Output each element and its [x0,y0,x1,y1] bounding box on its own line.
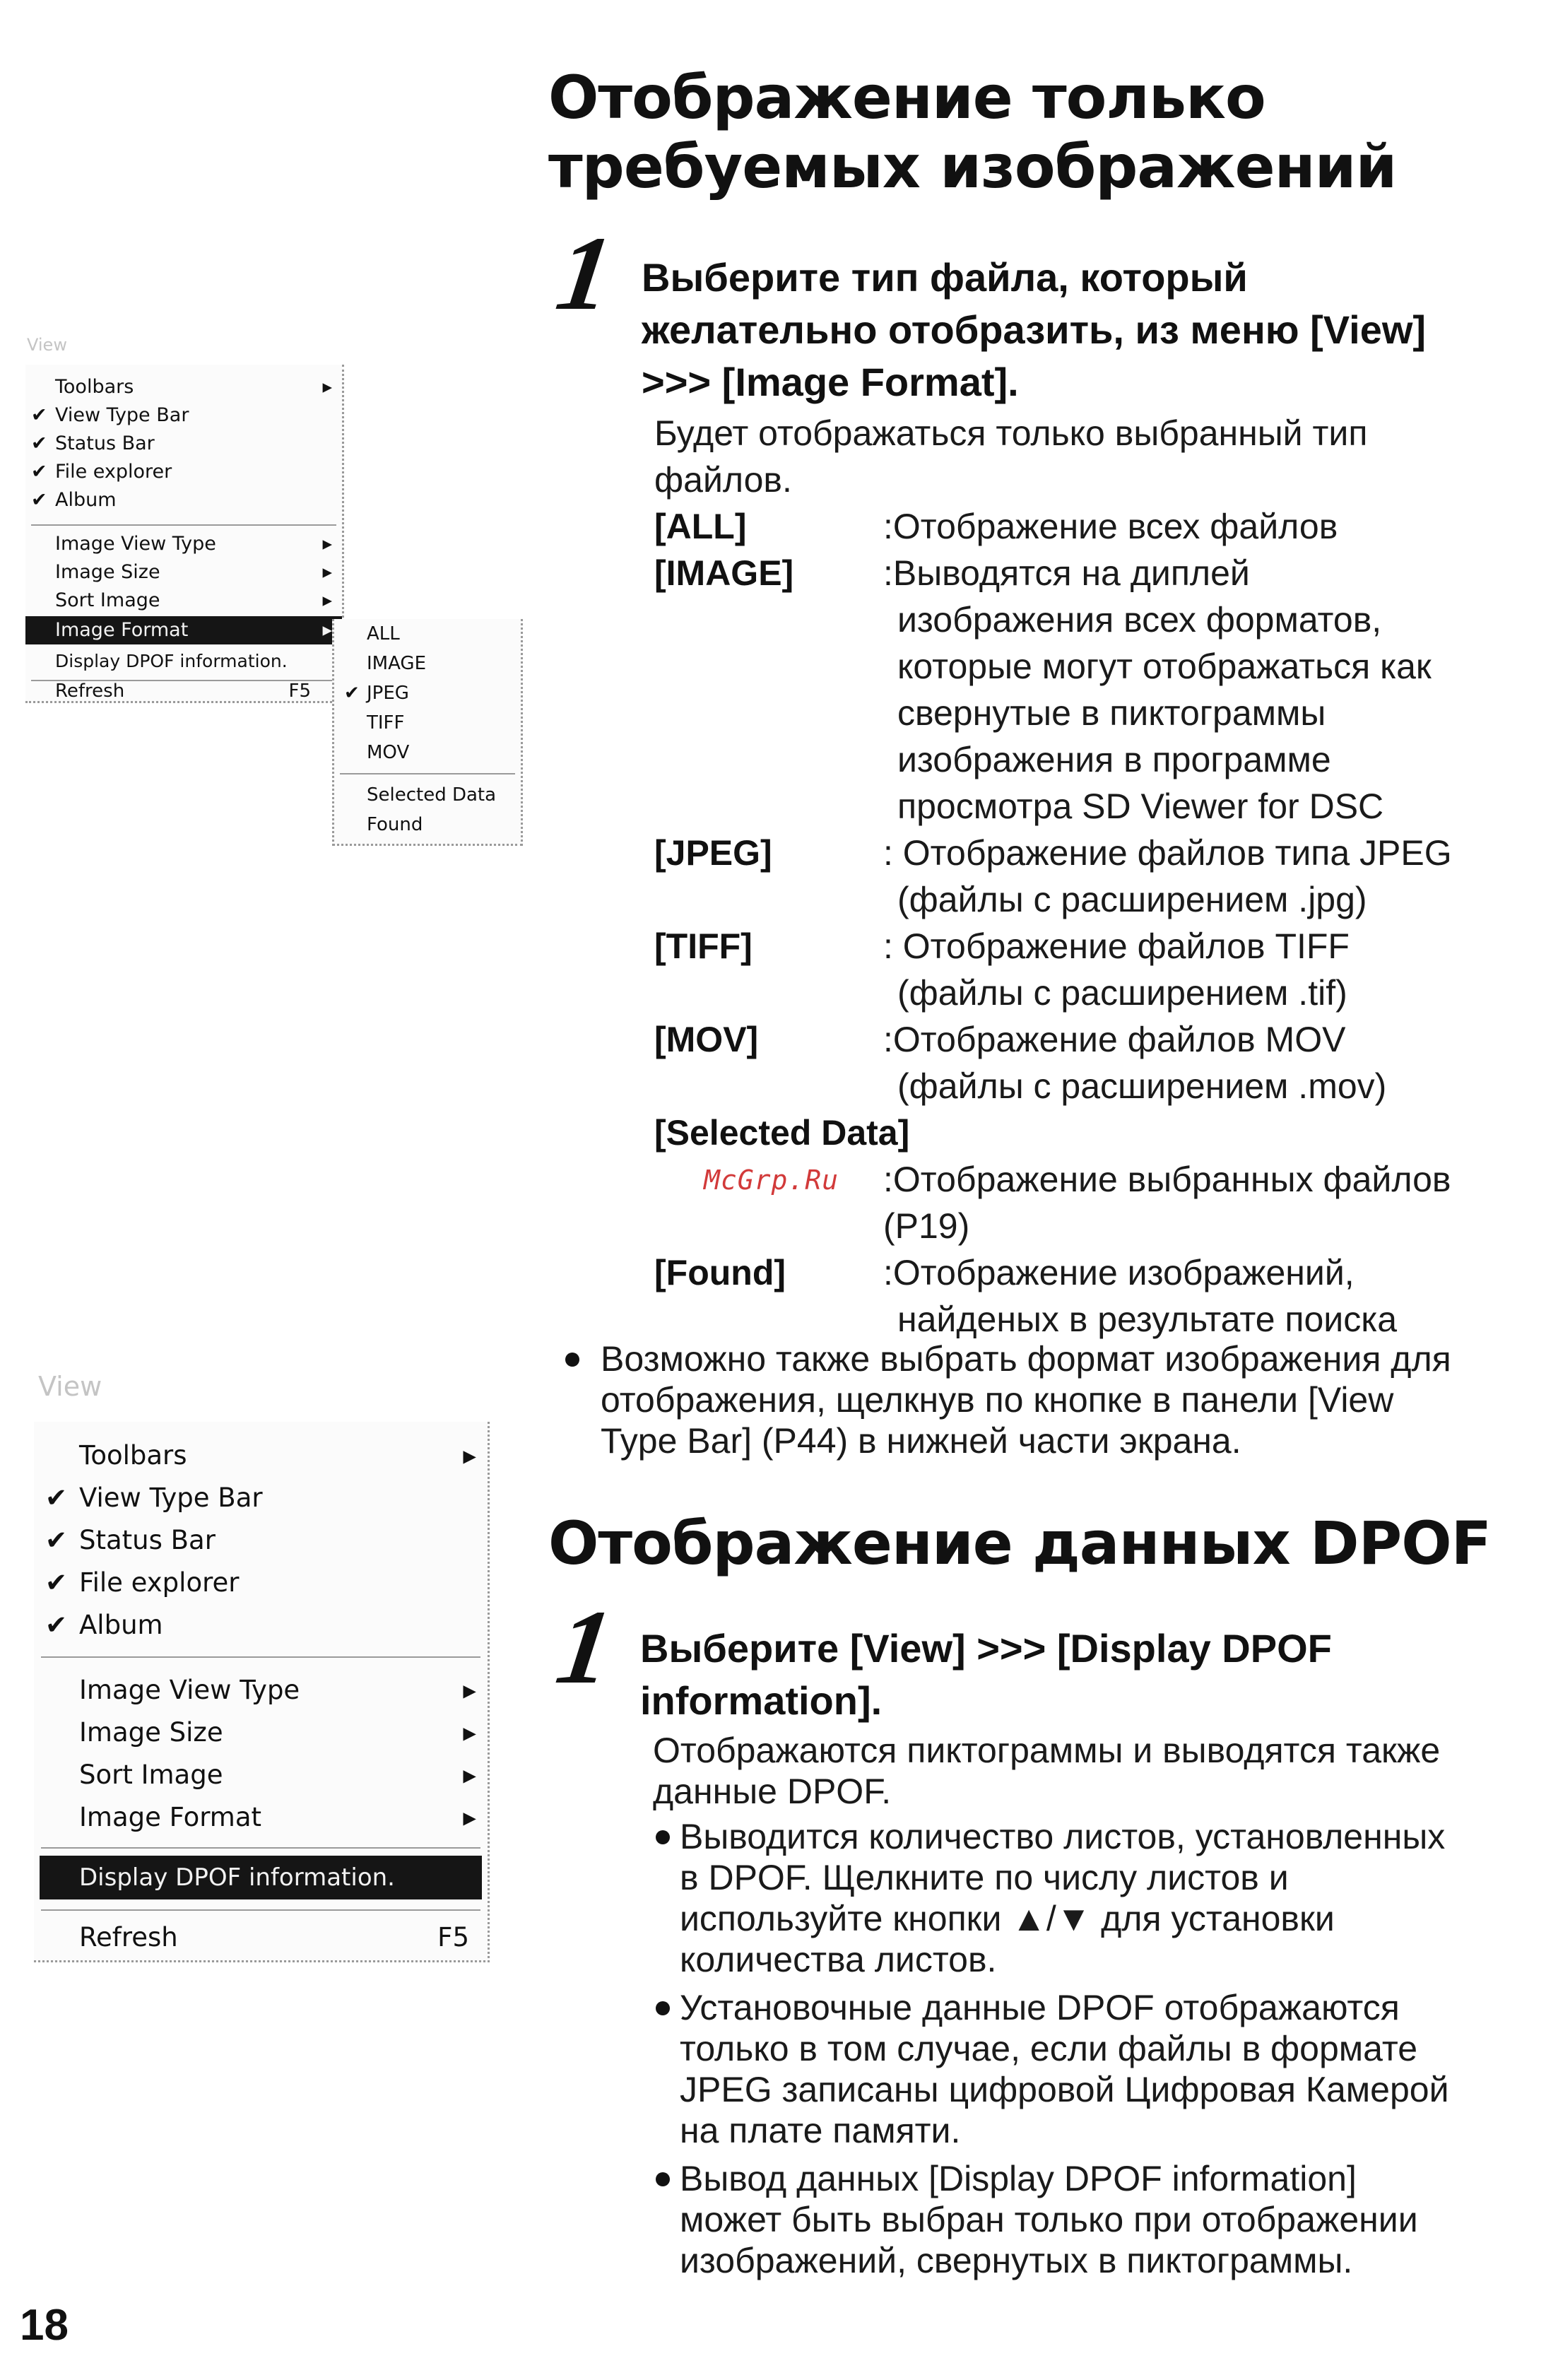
def-image-line3: которые могут отображаться как [897,647,1432,686]
section2-step-number: 1 [550,1589,620,1706]
checkmark-icon: ✔ [45,1525,68,1555]
page-number: 18 [20,2301,69,2350]
dpof-bullet1-line2: в DPOF. Щелкните по числу листов и [680,1858,1289,1897]
menu-item-file-explorer[interactable]: ✔ File explorer [34,1562,488,1604]
menu-item-album[interactable]: ✔ Album [34,1604,488,1646]
def-selected-tag: [Selected Data] [654,1113,910,1153]
section1-step-line1: Выберите тип файла, который [642,255,1248,300]
checkmark-icon: ✔ [45,1483,68,1513]
section1-step-line2: желательно отобразить, из меню [View] [642,307,1427,352]
submenu-item-selected-data[interactable]: Selected Data [367,784,497,806]
menu-separator [41,1909,480,1911]
view-menu-large [34,1422,490,1962]
view-menu-small [25,365,344,703]
section1-note-line1: Возможно также выбрать формат изображения для [601,1339,1451,1379]
def-found-line1: :Отображение изображений, [883,1253,1355,1292]
menu-item-status-bar[interactable]: ✔ Status Bar [25,430,342,458]
submenu-item-found[interactable]: Found [367,814,423,835]
chevron-right-icon: ▸ [463,1802,476,1832]
def-all-tag: [ALL] [654,507,747,546]
section2-intro-line2: данные DPOF. [653,1772,892,1811]
menu-separator [31,524,336,526]
dpof-bullet2-line1: Установочные данные DPOF отображаются [680,1988,1400,2027]
checkmark-icon: ✔ [31,489,47,511]
menu-item-toolbars[interactable]: Toolbars ▸ [25,373,342,401]
dpof-bullet3-line3: изображений, свернутых в пиктограммы. [680,2241,1353,2280]
chevron-right-icon: ▸ [463,1675,476,1705]
section1-note-line3: Type Bar] (P44) в нижней части экрана. [601,1421,1241,1461]
menu-large-title: View [38,1371,102,1402]
menu-item-file-explorer[interactable]: ✔ File explorer [25,458,342,486]
menu-item-image-size[interactable]: Image Size ▸ [34,1712,488,1754]
section1-title-line1: Отображение только [548,63,1265,132]
checkmark-icon: ✔ [31,461,47,483]
checkmark-icon: ✔ [45,1610,68,1640]
section2-title: Отображение данных DPOF [548,1509,1492,1578]
menu-item-status-bar[interactable]: ✔ Status Bar [34,1519,488,1562]
dpof-bullet1-line4: количества листов. [680,1940,997,1979]
menu-item-image-format[interactable]: Image Format ▸ [34,1796,488,1839]
submenu-item-all[interactable]: ALL [367,623,400,644]
def-tiff-line1: : Отображение файлов TIFF [883,926,1350,966]
menu-small-title: View [27,335,67,355]
bullet-icon [656,1830,670,1844]
section1-title-line2: требуемых изображений [548,132,1397,201]
section1-intro-line2: файлов. [654,460,792,500]
section2-intro-line1: Отображаются пиктограммы и выводятся также [653,1731,1441,1770]
def-jpeg-tag: [JPEG] [654,833,772,873]
menu-item-display-dpof[interactable]: Display DPOF information. [55,651,288,671]
menu-item-refresh[interactable]: Refresh F5 [55,681,311,702]
image-format-submenu [332,619,523,846]
def-all-text: :Отображение всех файлов [883,507,1338,546]
def-found-line2: найденых в результате поиска [897,1300,1398,1339]
submenu-item-mov[interactable]: MOV [367,742,410,763]
bullet-icon [656,2172,670,2186]
section2-step-line1: Выберите [View] >>> [Display DPOF [640,1626,1332,1671]
dpof-bullet1-line1: Выводится количество листов, установленных [680,1817,1446,1856]
checkmark-icon: ✔ [31,432,47,454]
def-selected-line1: :Отображение выбранных файлов [883,1160,1451,1199]
menu-item-image-view-type[interactable]: Image View Type ▸ [25,530,342,558]
bullet-icon [565,1353,579,1367]
def-mov-line1: :Отображение файлов MOV [883,1020,1346,1059]
dpof-bullet1-line3: используйте кнопки ▲/▼ для установки [680,1899,1335,1938]
watermark: McGrp.Ru [704,1165,839,1196]
chevron-right-icon: ▸ [322,589,332,611]
dpof-bullet3-line1: Вывод данных [Display DPOF information] [680,2159,1357,2198]
def-image-line5: изображения в программе [897,740,1331,779]
menu-separator [41,1847,480,1849]
def-found-tag: [Found] [654,1253,786,1292]
menu-separator [41,1656,480,1658]
menu-item-display-dpof[interactable]: Display DPOF information. [40,1856,482,1899]
menu-item-image-view-type[interactable]: Image View Type ▸ [34,1669,488,1712]
section1-note-line2: отображения, щелкнув по кнопке в панели [View [601,1380,1394,1420]
chevron-right-icon: ▸ [322,533,332,555]
def-tiff-line2: (файлы с расширением .tif) [897,973,1347,1013]
def-image-tag: [IMAGE] [654,553,794,593]
dpof-bullet2-line3: JPEG записаны цифровой Цифровая Камерой [680,2070,1449,2109]
checkmark-icon: ✔ [344,683,360,704]
checkmark-icon: ✔ [31,404,47,426]
def-mov-line2: (файлы с расширением .mov) [897,1066,1387,1106]
menu-item-sort-image[interactable]: Sort Image ▸ [34,1754,488,1796]
submenu-item-tiff[interactable]: TIFF [367,712,405,734]
section1-step-line3: >>> [Image Format]. [642,360,1019,404]
chevron-right-icon: ▸ [322,376,332,398]
menu-item-view-type-bar[interactable]: ✔ View Type Bar [25,401,342,430]
chevron-right-icon: ▸ [463,1440,476,1471]
checkmark-icon: ✔ [45,1567,68,1598]
def-jpeg-line2: (файлы с расширением .jpg) [897,880,1367,919]
def-selected-line2: (P19) [883,1206,970,1246]
chevron-right-icon: ▸ [322,561,332,583]
def-image-line1: :Выводятся на диплей [883,553,1250,593]
def-image-line2: изображения всех форматов, [897,600,1382,640]
def-jpeg-line1: : Отображение файлов типа JPEG [883,833,1452,873]
section2-step-line2: information]. [640,1678,883,1723]
menu-item-sort-image[interactable]: Sort Image ▸ [25,587,342,615]
def-tiff-tag: [TIFF] [654,926,753,966]
dpof-bullet2-line4: на плате памяти. [680,2111,961,2150]
def-image-line6: просмотра SD Viewer for DSC [897,787,1384,826]
section1-step-number: 1 [550,215,620,332]
chevron-right-icon: ▸ [463,1717,476,1748]
dpof-bullet2-line2: только в том случае, если файлы в формате [680,2029,1418,2068]
menu-item-image-format[interactable]: Image Format ▸ [25,616,342,644]
bullet-icon [656,2001,670,2015]
dpof-bullet3-line2: может быть выбран только при отображении [680,2200,1418,2239]
chevron-right-icon: ▸ [322,619,332,641]
menu-separator [340,773,515,774]
def-mov-tag: [MOV] [654,1020,759,1059]
submenu-item-image[interactable]: IMAGE [367,653,427,674]
section1-intro-line1: Будет отображаться только выбранный тип [654,413,1368,453]
menu-item-refresh[interactable]: Refresh F5 [79,1922,469,1952]
menu-item-view-type-bar[interactable]: ✔ View Type Bar [34,1477,488,1519]
menu-item-toolbars[interactable]: Toolbars ▸ [34,1435,488,1477]
menu-item-image-size[interactable]: Image Size ▸ [25,558,342,587]
chevron-right-icon: ▸ [463,1760,476,1790]
menu-item-album[interactable]: ✔ Album [25,486,342,514]
submenu-item-jpeg[interactable]: ✔ JPEG [334,678,521,708]
def-image-line4: свернутые в пиктограммы [897,693,1326,733]
